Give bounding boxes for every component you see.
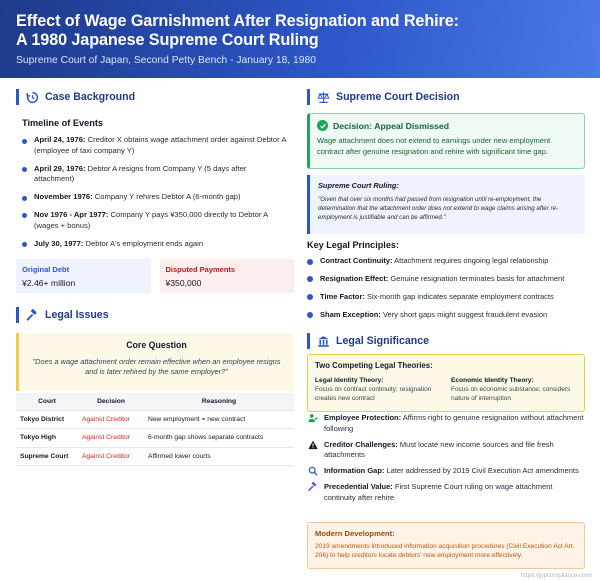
table-header-row (16, 393, 294, 410)
title-line-2: A 1980 Japanese Supreme Court Ruling (16, 31, 319, 49)
timeline-item: November 1976: Company Y rehires Debtor A (6-month gap) (22, 192, 288, 203)
col-court: Court (16, 393, 78, 410)
significance-title: Legal Significance (336, 335, 430, 347)
user-check-icon (307, 413, 319, 434)
significance-item (307, 440, 585, 461)
significance-text: Precedential Value: First Supreme Court ruling on wage attachment continuity after rehire (324, 482, 553, 503)
theory-desc: Focus on economic substance; considers nature of interruption (451, 386, 571, 402)
decision-title: Decision: Appeal Dismissed (333, 120, 450, 131)
theory-name: Legal Identity Theory: (315, 377, 384, 384)
content-columns (0, 78, 600, 581)
disputed-payments-label: Disputed Payments (165, 265, 236, 274)
page-header (0, 0, 600, 78)
col-decision: Decision (78, 393, 144, 410)
court-decisions-table (16, 393, 294, 466)
timeline-box (22, 118, 288, 256)
legal-issues-title: Legal Issues (45, 309, 109, 321)
significance-item (307, 482, 585, 503)
page-subtitle: Supreme Court of Japan, Second Petty Bench - January 18, 1980 (16, 55, 316, 66)
ruling-title: Supreme Court Ruling: (318, 181, 399, 190)
timeline-title: Timeline of Events (22, 118, 104, 128)
decision-heading (307, 89, 585, 105)
cell-reasoning: Affirmed lower courts (144, 447, 294, 466)
institution-icon (316, 334, 330, 348)
core-question-text: "Does a wage attachment order remain effective when an employee resigns and is later rehired by the same employer?" (32, 357, 281, 377)
timeline-item: April 24, 1976: Creditor X obtains wage attachment order against Debtor A (employee of taxi company Y) (22, 135, 288, 157)
legal-issues-heading (16, 307, 294, 323)
key-principles (307, 240, 585, 328)
source-watermark: https://jppcompliance.com/ (520, 573, 592, 579)
key-principles-title: Key Legal Principles: (307, 240, 399, 250)
ruling-quote: "Given that over six months had passed from resignation until re-employment, the determination that the attachment order does not extend to wage claims arising after re-employment is justifiable and can be affirmed." (318, 196, 559, 221)
table-row (16, 410, 294, 429)
cell-decision: Against Creditor (78, 447, 144, 466)
timeline-item: Nov 1976 - Apr 1977: Company Y pays ¥350,000 directly to Debtor A (wages + bonus) (22, 210, 288, 232)
economic-identity-theory (451, 377, 577, 403)
modern-development-box (307, 522, 585, 569)
page-title (16, 12, 584, 50)
significance-item (307, 413, 585, 434)
disputed-payments-value: ¥350,000 (165, 278, 202, 288)
significance-text: Information Gap: Later addressed by 2019 Civil Execution Act amendments (324, 466, 579, 476)
table-row (16, 447, 294, 466)
cell-reasoning: 6-month gap shows separate contracts (144, 429, 294, 448)
significance-list (307, 413, 585, 509)
ruling-box (307, 175, 585, 234)
case-background-title: Case Background (45, 91, 136, 103)
significance-text: Creditor Challenges: Must locate new income sources and file fresh attachments (324, 439, 554, 460)
theory-name: Economic Identity Theory: (451, 377, 534, 384)
theories-title: Two Competing Legal Theories: (315, 361, 433, 370)
warning-icon (307, 440, 319, 461)
cell-court: Tokyo High (16, 429, 78, 448)
table-row (16, 429, 294, 448)
original-debt-card (16, 259, 151, 293)
key-principles-list (307, 256, 585, 320)
title-line-1: Effect of Wage Garnishment After Resignation and Rehire: (16, 12, 459, 30)
legal-identity-theory (315, 377, 441, 403)
case-background-heading (16, 89, 294, 105)
cell-decision: Against Creditor (78, 410, 144, 429)
stats-row (16, 259, 294, 293)
principle-item: Contract Continuity: Attachment requires ongoing legal relationship (307, 256, 585, 267)
decision-box (307, 113, 585, 169)
timeline-item: April 29, 1976: Debtor A resigns from Company Y (5 days after attachment) (22, 164, 288, 186)
search-icon (307, 466, 319, 477)
theories-box (307, 354, 585, 412)
modern-development-title: Modern Development: (315, 529, 395, 538)
significance-text: Employee Protection: Affirms right to genuine resignation without attachment following (324, 413, 584, 433)
gavel-icon (307, 482, 319, 503)
col-reasoning: Reasoning (144, 393, 294, 410)
decision-title-row (317, 120, 577, 131)
significance-heading (307, 333, 585, 349)
history-icon (25, 90, 39, 104)
disputed-payments-card (160, 259, 295, 293)
principle-item: Resignation Effect: Genuine resignation terminates basis for attachment (307, 274, 585, 285)
decision-text: Wage attachment does not extend to earnings under new employment contract after genuine resignation and rehire with significant time gap. (317, 136, 551, 156)
original-debt-value: ¥2.46+ million (22, 278, 76, 288)
scales-icon (316, 90, 330, 104)
timeline-list (22, 135, 288, 249)
cell-court: Supreme Court (16, 447, 78, 466)
theories-columns (315, 377, 577, 403)
cell-reasoning: New employment = new contract (144, 410, 294, 429)
cell-court: Tokyo District (16, 410, 78, 429)
original-debt-label: Original Debt (22, 265, 70, 274)
timeline-item: July 30, 1977: Debtor A's employment ends again (22, 239, 288, 250)
decision-heading-title: Supreme Court Decision (336, 91, 460, 103)
check-icon (317, 120, 328, 131)
principle-item: Time Factor: Six-month gap indicates separate employment contracts (307, 292, 585, 303)
core-question-box (16, 333, 294, 391)
cell-decision: Against Creditor (78, 429, 144, 448)
gavel-icon (25, 308, 39, 322)
theory-desc: Focus on contract continuity; resignation creates new contract (315, 386, 432, 402)
core-question-title: Core Question (126, 340, 187, 350)
significance-item (307, 466, 585, 477)
principle-item: Sham Exception: Very short gaps might suggest fraudulent evasion (307, 310, 585, 321)
modern-development-text: 2019 amendments introduced information acquisition procedures (Civil Execution Act Art. 206) to help creditors locate debtors' new employment more effectively. (315, 543, 575, 559)
